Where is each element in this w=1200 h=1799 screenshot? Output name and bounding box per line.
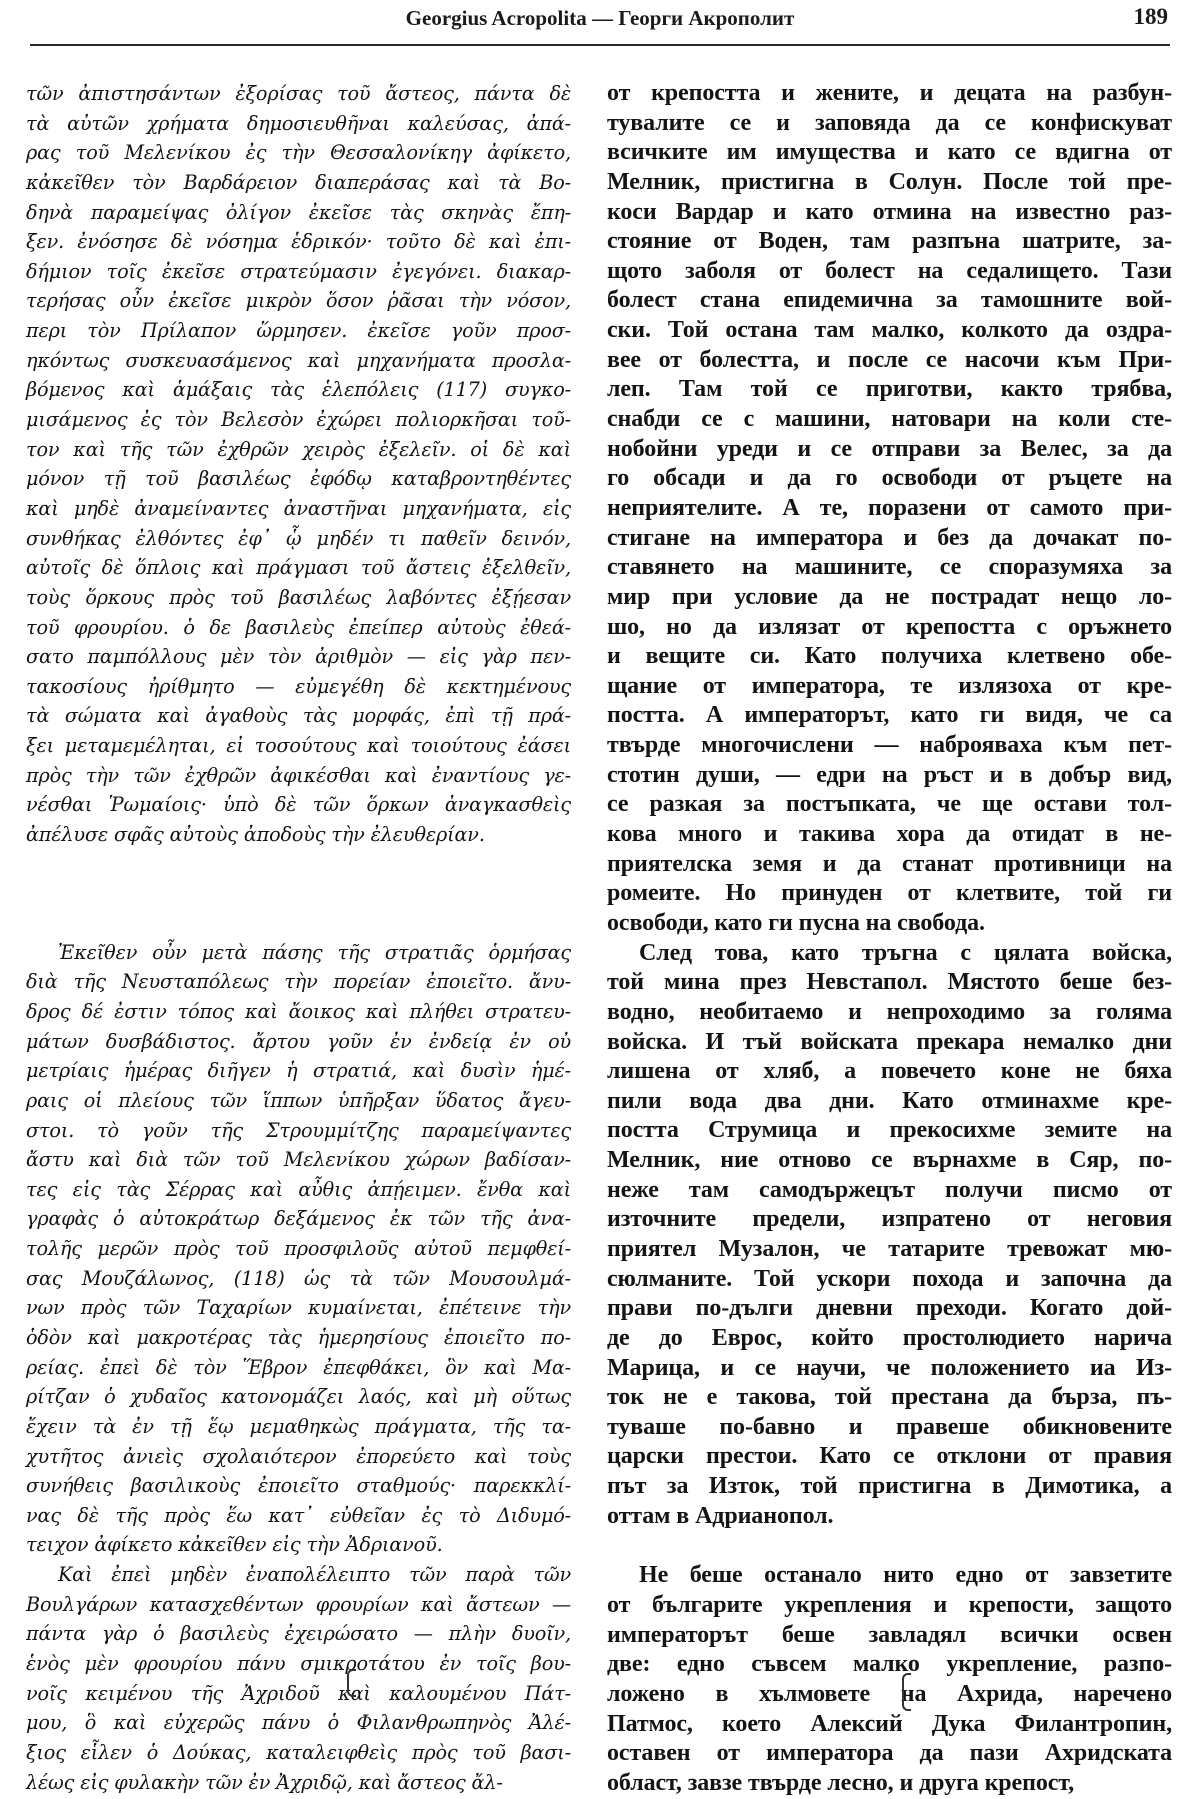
text-line: ἑνὸς μὲν φρουρίου πάνυ σμικροτάτου ἐν τοῖς βου-	[26, 1652, 571, 1676]
paragraph	[26, 1560, 571, 1797]
text-line: μου, ὃ καὶ εὐχερῶς πάνυ ὁ Φιλανθρωπηνὸς Ἀλέ-	[26, 1711, 571, 1735]
text-line: νέσθαι Ῥωμαίοις· ὑπὸ δὲ τῶν ὅρκων ἀναγκασθεὶς	[26, 793, 571, 817]
text-line: Βουλγάρων κατασχεθέντων φρουρίων καὶ ἄστεων —	[26, 1592, 571, 1616]
text-line: Мелник, ние отново се върнахме в Сяр, по-	[607, 1147, 1172, 1174]
text-line: ток не е такова, той престана да бърза, пъ-	[607, 1384, 1172, 1411]
text-line: νοῖς κειμένου τῆς Ἀχριδοῦ καὶ καλουμένου Πάτ-	[26, 1681, 571, 1705]
text-line: βόμενος καὶ ἁμάξαις τὰς ἑλεπόλεις (117) συγκο-	[26, 378, 571, 402]
text-line: ложено в хълмовете на Ахрида, наречено	[607, 1680, 1172, 1707]
text-line: войска. И тъй войската прекара немалко дни	[607, 1028, 1172, 1055]
text-line: πρὸς τὴν τῶν ἐχθρῶν ἀφικέσθαι καὶ ἐναντίους γε-	[26, 763, 571, 787]
text-line: ξεν. ἐνόσησε δὲ νόσημα ἑδρικόν· τοῦτο δὲ καὶ ἐπι-	[26, 230, 571, 254]
text-line: нобойни уреди и се отправи за Велес, за да	[607, 435, 1172, 462]
text-line: τερήσας οὖν ἐκεῖσε μικρὸν ὅσον ῥᾶσαι τὴν νόσον,	[26, 289, 571, 313]
text-line: στοι. τὸ γοῦν τῆς Στρουμμίτζης παραμείψαντες	[26, 1118, 571, 1142]
text-line: кова много и такива хора да отидат в не-	[607, 821, 1172, 848]
text-line: коси Вардар и като отмина на известно раз-	[607, 198, 1172, 225]
text-line: шо, но да излязат от крепостта с оръжнето	[607, 613, 1172, 640]
running-title: Georgius Acropolita — Георги Акрополит	[405, 6, 795, 30]
text-line: τον καὶ τῆς τῶν ἐχθρῶν χειρὸς ἐξελεῖν. οἱ δὲ καὶ	[26, 437, 571, 461]
text-line: снабди се с машини, натовари на коли сте-	[607, 406, 1172, 433]
text-line: Патмос, което Алексий Дука Филантропин,	[607, 1710, 1172, 1737]
text-line: всичките им имущества и като се вдигна от	[607, 139, 1172, 166]
text-line: Καὶ ἐπεὶ μηδὲν ἐναπολέλειπτο τῶν παρὰ τῶν	[58, 1563, 571, 1587]
text-line: лишена от хляб, а повечето коне не бяха	[607, 1058, 1172, 1085]
text-line: освободи, като ги пусна на свобода.	[607, 909, 985, 936]
text-line: водно, необитаемо и непроходимо за голяма	[607, 998, 1172, 1025]
text-line: ραις οἱ πλείους τῶν ἵππων ὑπῆρξαν ὕδατος ἄγευ-	[26, 1088, 571, 1112]
text-line: ρας τοῦ Μελενίκου ἐς τὴν Θεσσαλονίκηγ ἀφίκετο,	[26, 141, 571, 165]
text-line: се разкая за постъпката, че ще остави тол-	[607, 791, 1172, 818]
text-line: Ἐκεῖθεν οὖν μετὰ πάσης τῆς στρατιᾶς ὁρμήσας	[58, 940, 571, 964]
text-line: щание от императора, те излязоха от кре-	[607, 672, 1172, 699]
text-line: две: едно съвсем малко укрепление, разпо-	[607, 1651, 1172, 1678]
text-line: χυτῆτος ἀνιεὶς σχολαιότερον ἐπορεύετο καὶ τοὺς	[26, 1444, 571, 1468]
text-line: τολῆς μερῶν πρὸς τοῦ προσφιλοῦς αὐτοῦ πεμφθεί-	[26, 1237, 571, 1261]
text-line: ρείας. ἐπεὶ δὲ τὸν Ἕβρον ἐπεφθάκει, ὃν καὶ Μα-	[26, 1355, 571, 1379]
text-line: πάντα γὰρ ὁ βασιλεὺς ἐχειρώσατο — πλὴν δυοῖν,	[26, 1622, 571, 1646]
text-line: ὁδὸν καὶ μακροτέρας τὰς ἡμερησίους ἐποιεῖτο πο-	[26, 1325, 571, 1349]
text-line: μόνον τῇ τοῦ βασιλέως ἐφόδῳ καταβροντηθέντες	[26, 467, 571, 491]
text-line: оттам в Адрианопол.	[607, 1502, 834, 1529]
text-line: тувалите се и заповяда да се конфискуват	[607, 109, 1172, 136]
text-line: διὰ τῆς Νευσταπόλεως τὴν πορείαν ἐποιεῖτο. ἄνυ-	[26, 970, 571, 994]
text-line: ставянето на машините, се споразумяха за	[607, 554, 1172, 581]
text-line: δήμιον τοῖς ἐκεῖσε στρατεύμασιν ἐγεγόνει. διακαρ-	[26, 259, 571, 283]
text-line: от българите укрепления и крепости, защото	[607, 1592, 1172, 1619]
text-line: пили вода два дни. Като отминахме кре-	[607, 1087, 1172, 1114]
text-line: νων πρὸς τῶν Ταχαρίων κυμαίνεται, ἐπέτεινε τὴν	[26, 1296, 571, 1320]
text-line: той мина през Невстапол. Мястото беше без-	[607, 969, 1172, 996]
page-header	[30, 0, 1170, 46]
text-line: област, завзе твърде лесно, и друга крепост,	[607, 1769, 1075, 1796]
text-line: σας Μουζάλωνος, (118) ὡς τὰ τῶν Μουσουλμά-	[26, 1266, 571, 1290]
text-line: След това, като тръгна с цялата войска,	[639, 939, 1172, 966]
paragraph-gap	[26, 850, 571, 938]
text-line: приятелска земя и да станат противници на	[607, 850, 1172, 877]
text-line: μισάμενος ἐς τὸν Βελεσὸν ἐχώρει πολιορκῆσαι τοῦ-	[26, 408, 571, 432]
greek-text-column	[26, 79, 571, 1797]
page-number: 189	[1133, 4, 1168, 29]
text-line: твърде многочислени — наброяваха към пет-	[607, 732, 1172, 759]
text-line: αὐτοῖς δὲ ὅπλοις καὶ πράγμασι τοῦ ἄστεις ἐξελθεῖν,	[26, 556, 571, 580]
text-line: τακοσίους ἠρίθμητο — εὐμεγέθη δὲ κεκτημένους	[26, 674, 571, 698]
text-line: болест стана епидемична за тамошните вой-	[607, 287, 1172, 314]
text-line: императорът беше завладял всички освен	[607, 1621, 1172, 1648]
text-line: συνθήκας ἐλθόντες ἐφ᾿ ᾧ μηδέν τι παθεῖν δεινόν,	[26, 526, 571, 550]
text-line: καὶ μηδὲ ἀναμείναντες ἀναστῆναι μηχανήματα, εἰς	[26, 496, 571, 520]
text-line: τοῦ φρουρίου. ὁ δε βασιλεὺς ἐπείπερ αὐτοὺς ἐθεά-	[26, 615, 571, 639]
text-line: неже там самодържецът получи писмо от	[607, 1176, 1172, 1203]
text-line: ξει μεταμεμέληται, εἰ τοσούτους καὶ τοιούτους ἐάσει	[26, 734, 571, 758]
text-line: μάτων δυσβάδιστος. ἄρτου γοῦν ἐν ἐνδείᾳ ἐν οὐ	[26, 1029, 571, 1053]
text-line: συνήθεις βασιλικοὺς ἐποιεῖτο σταθμούς· παρεκκλί-	[26, 1474, 571, 1498]
text-line: Марица, и се научи, че положението иа Из-	[607, 1354, 1172, 1381]
paragraph	[607, 79, 1172, 939]
handwritten-bracket-mark	[902, 1673, 911, 1711]
text-line: постта Струмица и прекосихме земите на	[607, 1117, 1172, 1144]
text-line: τὰ σώματα καὶ ἀγαθοὺς τὰς μορφάς, ἐπὶ τῇ πρά-	[26, 704, 571, 728]
text-line: стояние от Воден, там разпъна шатрите, за-	[607, 228, 1172, 255]
bulgarian-translation-column	[607, 79, 1172, 1799]
text-line: царски престои. Като се отклони от правия	[607, 1443, 1172, 1470]
text-line: νας δὲ τῆς πρὸς ἕω κατ᾿ εὐθεῖαν ἐς τὸ Διδυμό-	[26, 1503, 571, 1527]
text-line: мир при условие да не пострадат нещо ло-	[607, 583, 1172, 610]
text-line: Мелник, пристигна в Солун. После той пре-	[607, 168, 1172, 195]
text-line: τῶν ἀπιστησάντων ἐξορίσας τοῦ ἄστεος, πάντα δὲ	[26, 82, 571, 105]
text-line: δρος δέ ἐστιν τόπος καὶ ἄοικος καὶ πλήθει στρατευ-	[26, 999, 571, 1023]
text-line: τειχον ἀφίκετο κἀκεῖθεν εἰς τὴν Ἀδριανοῦ.	[26, 1533, 443, 1557]
text-line: го обсади и да го освободи от ръцете на	[607, 465, 1172, 492]
text-line: λέως εἰς φυλακὴν τῶν ἐν Ἀχριδῷ, καὶ ἄστεος ἄλ-	[26, 1770, 503, 1794]
text-line: де до Еврос, който простолюдието нарича	[607, 1324, 1172, 1351]
text-line: оставен от императора да пази Ахридската	[607, 1740, 1172, 1767]
text-line: леп. Там той се приготви, както трябва,	[607, 376, 1172, 403]
text-line: ромеите. Но принуден от клетвите, той ги	[607, 880, 1172, 907]
text-line: τες εἰς τὰς Σέρρας καὶ αὖθις ἀπῄειμεν. ἔνθα καὶ	[26, 1177, 571, 1201]
text-line: и вещите си. Като получиха клетвено обе-	[607, 643, 1172, 670]
text-line: неприятелите. А те, поразени от самото при-	[607, 494, 1172, 521]
paragraph	[26, 79, 571, 850]
handwritten-bracket-mark	[347, 1669, 356, 1697]
text-line: прави по-дълги дневни преходи. Когато дой-	[607, 1295, 1172, 1322]
header-rule	[30, 44, 1170, 46]
text-line: постта. А императорът, като ги видя, че са	[607, 702, 1172, 729]
text-line: γραφὰς ὁ αὐτοκράτωρ δεξάμενος ἐκ τῶν τῆς ἀνα-	[26, 1207, 571, 1231]
text-line: ξιος εἷλεν ὁ Δούκας, καταλειφθεὶς πρὸς τοῦ βασι-	[26, 1740, 571, 1764]
text-line: ἄστυ καὶ διὰ τῶν τοῦ Μελενίκου χώρων βαδίσαν-	[26, 1148, 571, 1172]
text-line: сюлманите. Той ускори похода и започна да	[607, 1265, 1172, 1292]
text-line: ηκόντως συσκευασάμενος καὶ μηχανήματα προσλα-	[26, 348, 571, 372]
paragraph	[607, 939, 1172, 1532]
paragraph	[607, 1561, 1172, 1798]
text-line: път за Изток, той пристигна в Димотика, а	[607, 1473, 1172, 1500]
text-line: вее от болестта, и после се насочи към При-	[607, 346, 1172, 373]
text-line: стигане на императора и без да дочакат по-	[607, 524, 1172, 551]
text-line: ρίτζαν ὁ χυδαῖος κατονομάζει λαός, καὶ μὴ οὕτως	[26, 1385, 571, 1409]
text-line: τὰ αὐτῶν χρήματα δημοσιευθῆναι καλεύσας, ἀπά-	[26, 111, 571, 135]
text-line: източните предели, изпратено от неговия	[607, 1206, 1172, 1233]
text-line: δηνὰ παραμείψας ὀλίγον ἐκεῖσε τὰς σκηνὰς ἔπη-	[26, 200, 571, 224]
text-line: ски. Той остана там малко, колкото да оздра-	[607, 317, 1172, 344]
text-line: приятел Музалон, че татарите тревожат мю-	[607, 1235, 1172, 1262]
text-line: μετρίαις ἡμέρας διῆγεν ἡ στρατιά, καὶ δυσὶν ἡμέ-	[26, 1059, 571, 1083]
text-line: σατο παμπόλλους μὲν τὸν ἀριθμὸν — εἰς γὰρ πεν-	[26, 645, 571, 669]
text-line: стотин души, — едри на ръст и в добър вид,	[607, 761, 1172, 788]
paragraph	[26, 938, 571, 1560]
paragraph-gap	[607, 1531, 1172, 1561]
text-line: от крепостта и жените, и децата на разбун-	[607, 80, 1172, 106]
text-line: τοὺς ὅρκους πρὸς τοῦ βασιλέως λαβόντες ἐξῄεσαν	[26, 585, 571, 609]
text-line: туваше по-бавно и правеше обикновените	[607, 1413, 1172, 1440]
text-line: ἔχειν τὰ ἐν τῇ ἕῳ μεμαθηκὼς πράγματα, τῆς τα-	[26, 1414, 571, 1438]
text-line: щото заболя от болест на седалището. Тази	[607, 257, 1172, 284]
text-line: περι τὸν Πρίλαπον ὥρμησεν. ἐκεῖσε γοῦν προσ-	[26, 319, 571, 343]
text-line: ἀπέλυσε σφᾶς αὐτοὺς ἀποδοὺς τὴν ἐλευθερίαν.	[26, 823, 485, 847]
text-line: Не беше останало нито едно от завзетите	[639, 1562, 1172, 1589]
text-line: κἀκεῖθεν τὸν Βαρδάρειον διαπεράσας καὶ τὰ Βο-	[26, 170, 571, 194]
